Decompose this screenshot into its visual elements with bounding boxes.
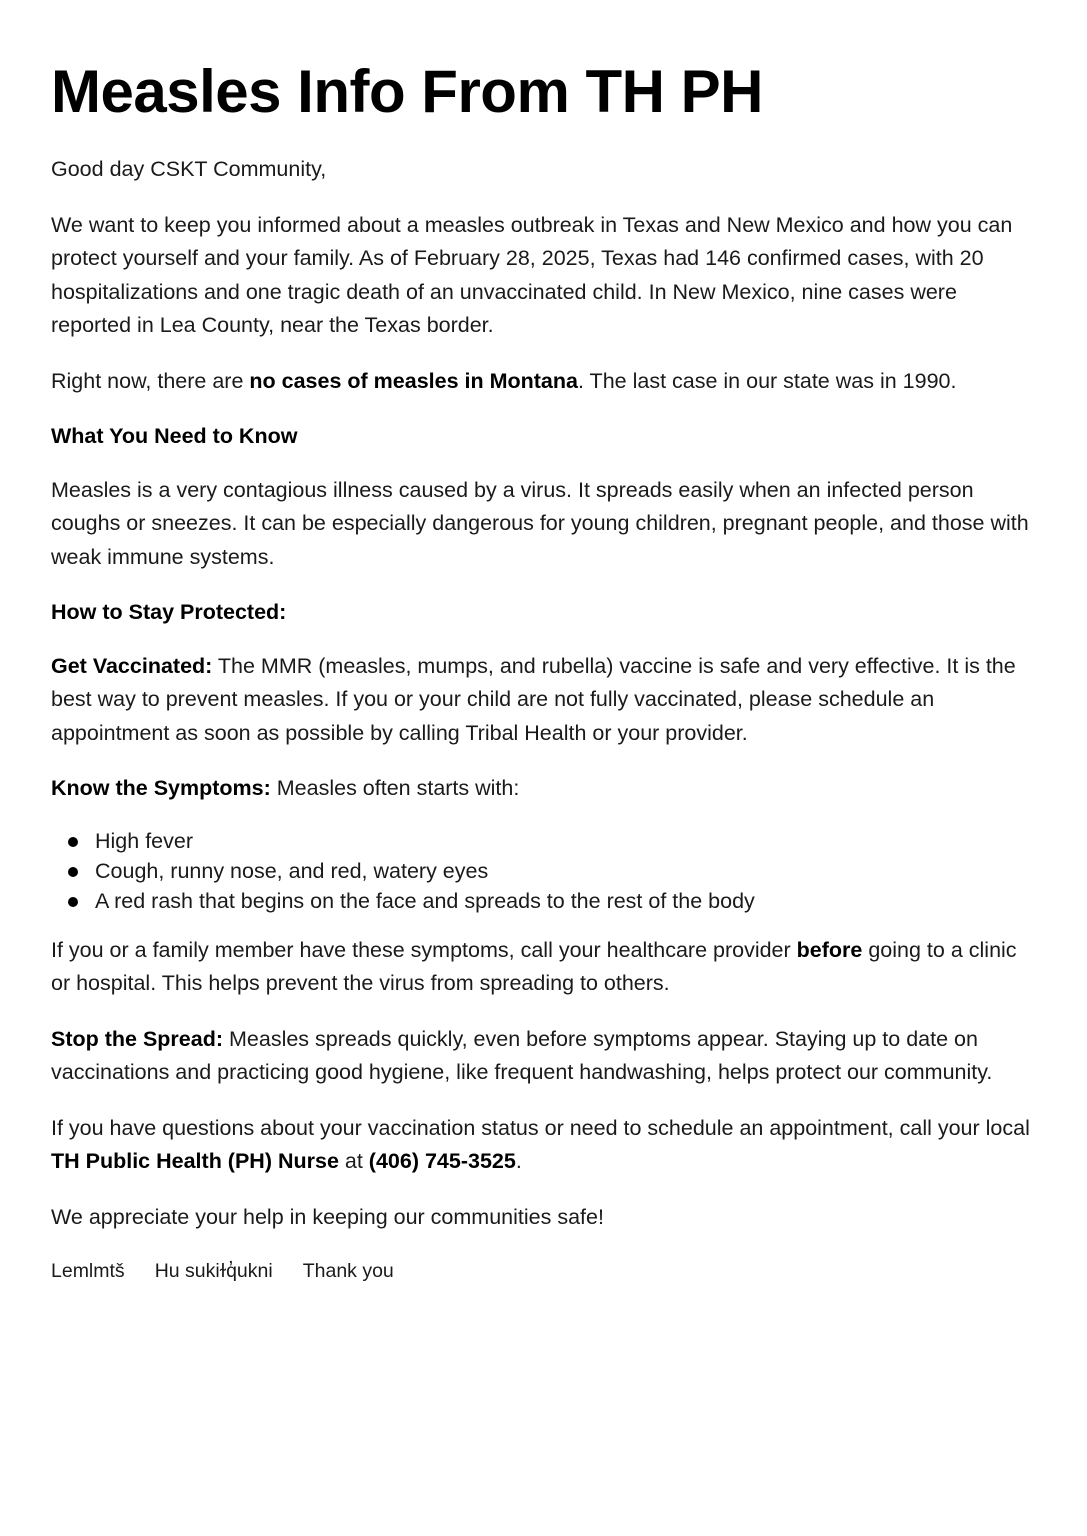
list-item: [51, 826, 1041, 856]
montana-paragraph: [51, 365, 1041, 399]
bullet-icon: [68, 837, 78, 847]
call-first-text-after: going to a clinic or hospital. This helps prevent the virus from spreading to others.: [51, 937, 1017, 995]
spread-label: Stop the Spread:: [51, 1026, 224, 1051]
list-item: [51, 856, 1041, 886]
contact-paragraph: [51, 1112, 1041, 1179]
protected-heading: [51, 596, 1041, 630]
call-first-emphasis: before: [796, 937, 863, 962]
vaccinated-text: The MMR (measles, mumps, and rubella) vaccine is safe and very effective. It is the best way to prevent measles. If you or your child are not fully vaccinated, please schedule an appointment as soon as possible by calling Tribal Health or your provider.: [51, 653, 1016, 745]
thank-you-kootenai: Hu sukiɫq̓ukni: [154, 1260, 273, 1282]
symptoms-list: [51, 826, 1041, 916]
vaccinated-paragraph: [51, 650, 1041, 751]
need-to-know-paragraph: Measles is a very contagious illness caused by a virus. It spreads easily when an infected person coughs or sneezes. It can be especially dangerous for young children, pregnant people, and those with weak immune systems.: [51, 477, 1029, 569]
montana-emphasis: no cases of measles in Montana: [249, 368, 578, 393]
protected-heading-text: How to Stay Protected:: [51, 600, 287, 624]
contact-text-after: .: [515, 1149, 522, 1173]
symptom-text: High fever: [95, 828, 193, 853]
thank-you-line: [51, 1256, 1041, 1286]
contact-phone: (406) 745-3525: [368, 1149, 516, 1173]
montana-text-after: . The last case in our state was in 1990.: [578, 368, 957, 393]
document-body: [51, 153, 1041, 1286]
bullet-icon: [68, 897, 78, 907]
symptoms-text: Measles often starts with:: [270, 776, 520, 800]
list-item: [51, 886, 1041, 916]
symptom-text: A red rash that begins on the face and spreads to the rest of the body: [95, 888, 755, 913]
contact-text-before: If you have questions about your vaccination status or need to schedule an appointment, call your local: [51, 1115, 1030, 1140]
vaccinated-label: Get Vaccinated:: [51, 653, 213, 678]
contact-text-middle: at: [338, 1149, 369, 1173]
thank-you-english: Thank you: [302, 1260, 394, 1282]
symptom-text: Cough, runny nose, and red, watery eyes: [95, 858, 489, 883]
contact-nurse: TH Public Health (PH) Nurse: [51, 1149, 339, 1173]
spread-text: Measles spreads quickly, even before symptoms appear. Staying up to date on vaccinations and practicing good hygiene, like frequent handwashing, helps protect our community.: [51, 1026, 993, 1084]
call-first-text-before: If you or a family member have these symptoms, call your healthcare provider: [51, 937, 797, 962]
need-to-know-heading: [51, 420, 1041, 454]
thank-you-salish: Lemlmtš: [51, 1260, 125, 1282]
spread-paragraph: [51, 1023, 1041, 1090]
symptoms-paragraph: [51, 772, 1041, 806]
intro-paragraph: We want to keep you informed about a measles outbreak in Texas and New Mexico and how you can protect yourself and your family. As of February 28, 2025, Texas had 146 confirmed cases, with 20 hospitalizations and one tragic death of an unvaccinated child. In New Mexico, nine cases were reported in Lea County, near the Texas border.: [51, 212, 1013, 337]
appreciate-paragraph: We appreciate your help in keeping our communities safe!: [51, 1204, 604, 1229]
montana-text-before: Right now, there are: [51, 368, 250, 393]
call-first-paragraph: [51, 934, 1041, 1001]
need-to-know-heading-text: What You Need to Know: [51, 424, 298, 448]
bullet-icon: [68, 867, 78, 877]
page-title: Measles Info From TH PH: [51, 58, 763, 125]
symptoms-label: Know the Symptoms:: [51, 776, 271, 800]
greeting-paragraph: Good day CSKT Community,: [51, 157, 327, 181]
